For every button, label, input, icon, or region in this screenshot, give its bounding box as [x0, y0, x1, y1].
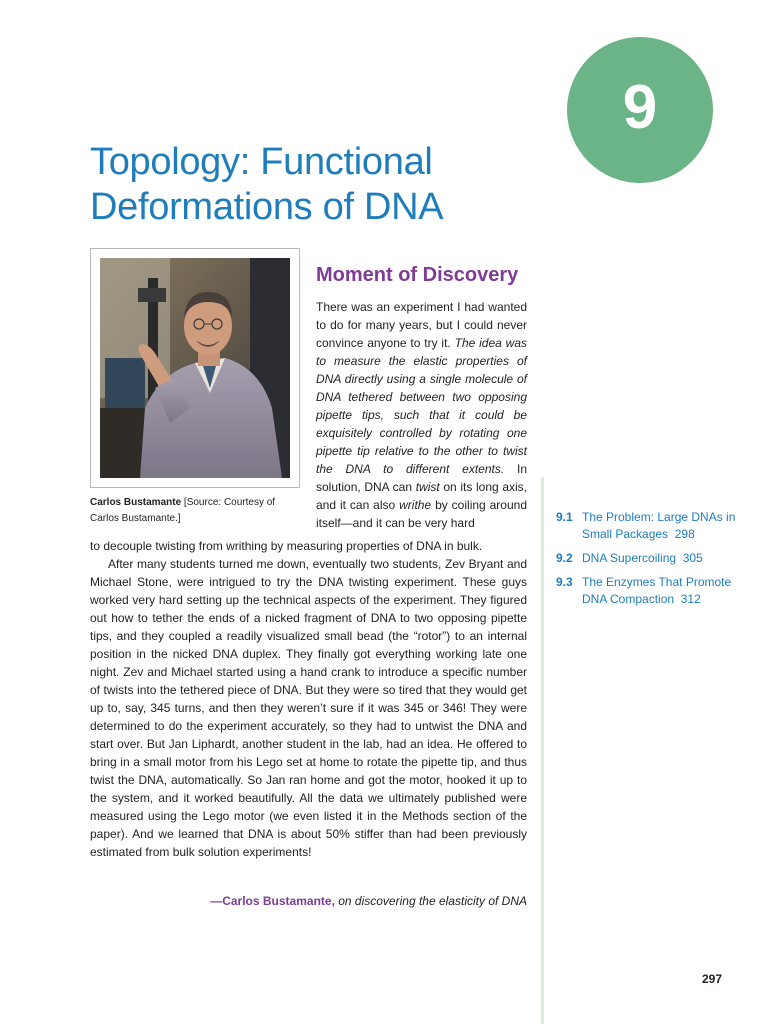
story-italic: The idea was to measure the elastic properties of DNA directly using a single molecule of DNA tethered between two opposing pipette tips, such that it could be exquisitely controlled by rotating one pipette tip relative to the other to twist the DNA to different extents.: [316, 336, 527, 476]
story-text: In solution, DNA can: [316, 462, 527, 494]
toc-item[interactable]: [556, 550, 736, 567]
toc-title: The Problem: Large DNAs in Small Packages: [582, 510, 736, 541]
story-italic: writhe: [399, 498, 432, 512]
toc-page: 312: [680, 592, 701, 606]
quote-attribution: [210, 892, 527, 910]
attribution-note: on discovering the elasticity of DNA: [334, 894, 527, 908]
chapter-badge: [567, 37, 713, 183]
story-text: There was an experiment I had wanted to do for many years, but I could never convince anyone to try it.: [316, 300, 527, 350]
attribution-name: —Carlos Bustamante,: [210, 894, 335, 908]
portrait-photo: [100, 258, 290, 478]
story-intro: [316, 298, 527, 532]
toc-page: 298: [674, 527, 695, 541]
toc-number: 9.3: [556, 575, 573, 589]
story-italic: twist: [415, 480, 440, 494]
story-body: [90, 537, 527, 861]
toc-number: 9.2: [556, 551, 573, 565]
toc-title: DNA Supercoiling: [582, 551, 677, 565]
column-divider: [541, 477, 544, 1024]
story-paragraph: After many students turned me down, eventually two students, Zev Bryant and Michael Stone, were intrigued to try the DNA twisting experiment. These guys worked very hard setting up the technical aspects of the experiment. They figured out how to tether the ends of a nicked fragment of DNA to two opposing pipette tips, and they coupled a readily visualized small bead (the “rotor”) to an internal position in the nicked DNA duplex. They finally got everything working late one night. Zev and Michael started using a hand crank to introduce a specific number of twists into the tethered piece of DNA. But they were so tired that they would get up to, say, 345 turns, and then they weren’t sure if it was 345 or 346! They were determined to do the experiment accurately, so they had to untwist the DNA and start over. But Jan Liphardt, another student in the lab, had an idea. He offered to bring in a small motor from his Lego set at home to rotate the pipette tip, and thus twist the DNA, automatically. So Jan ran home and got the motor, hooked it up to the system, and it worked beautifully. All the data we ultimately published were measured using the Lego motor (we even listed it in the Methods section of the paper). And we learned that DNA is about 50% stiffer than had been previously estimated from bulk solution experiments!: [90, 557, 527, 859]
caption-name: Carlos Bustamante: [90, 497, 182, 508]
toc-number: 9.1: [556, 510, 573, 524]
toc-page: 305: [682, 551, 703, 565]
chapter-contents: [556, 509, 736, 615]
toc-item[interactable]: [556, 574, 736, 608]
toc-item[interactable]: [556, 509, 736, 543]
moment-heading: Moment of Discovery: [316, 264, 519, 286]
caption-source: [Source: Courtesy of Carlos Bustamante.]: [90, 497, 276, 524]
photo-caption: [90, 495, 295, 527]
chapter-title: Topology: Functional Deformations of DNA: [90, 141, 444, 228]
portrait-photo-frame: [90, 248, 300, 488]
story-paragraph: to decouple twisting from writhing by measuring properties of DNA in bulk.: [90, 539, 483, 553]
toc-title: The Enzymes That Promote DNA Compaction: [582, 575, 732, 606]
story-text: by coiling around itself—and it can be very hard: [316, 498, 528, 530]
story-text: on its long axis, and it can also: [316, 480, 528, 512]
chapter-number: 9: [622, 73, 658, 142]
page-number: 297: [701, 972, 722, 986]
